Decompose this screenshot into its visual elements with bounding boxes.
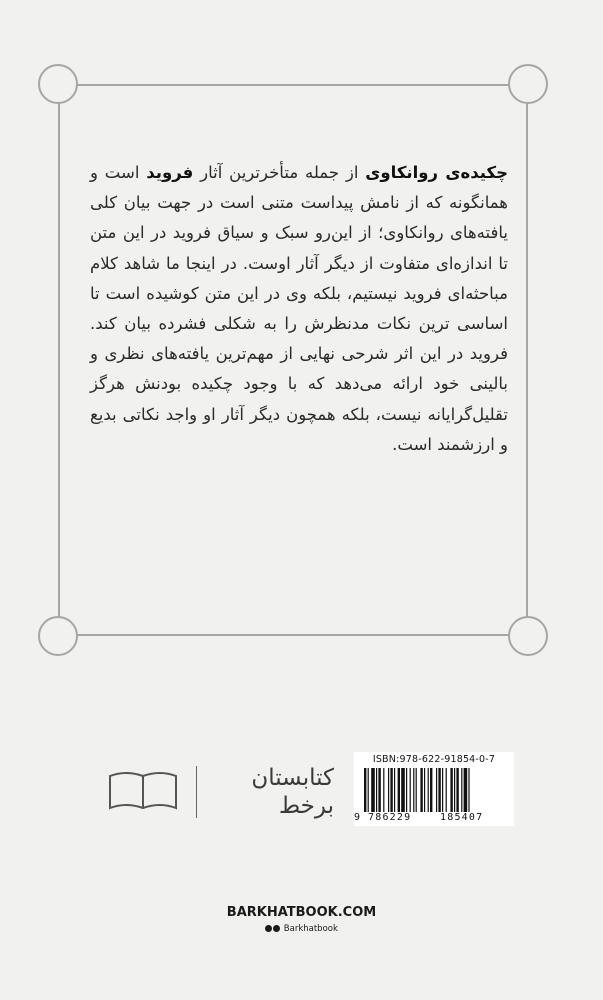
instagram-icon [265, 925, 272, 932]
logo-line-2: برخط [278, 793, 334, 819]
barcode-bar [383, 768, 384, 812]
barcode-bar [446, 768, 447, 812]
barcode-bar [424, 768, 425, 812]
barcode-bar [450, 768, 452, 812]
telegram-icon [273, 925, 280, 932]
open-book-icon [108, 768, 178, 810]
barcode-bar [401, 768, 405, 812]
logo-line-1: کتابستان [251, 765, 334, 791]
book-title-bold: چکیده‌ی روانکاوی [365, 163, 508, 182]
isbn-barcode [354, 752, 514, 826]
barcode-bar [371, 768, 375, 812]
blurb-part1: از جمله متأخرترین آثار [193, 163, 366, 182]
frame-corner-notch [38, 64, 78, 104]
barcode-bar [364, 768, 366, 812]
social-line [0, 924, 603, 934]
blurb-part2: است و همانگونه که از نامش پیداست متنی است در جهت بیان کلی یافته‌های روانکاوی؛ از این‌رو سبک و سیاق فروید در این متن تا اندازه‌ای متفاوت از دیگر آثار اوست. در اینجا ما شاهد کلام مباحثه‌ای فروید نیستیم، بلکه وی در این متن کوشیده است تا اساسی ترین نکات مدنظرش را به شکلی فشرده بیان کند. فروید در این اثر شرحی نهایی از مهم‌ترین یافته‌های نظری و بالینی خود ارائه می‌دهد که با وجود چکیده بودنش هرگز تقلیل‌گرایانه نیست، بلکه همچون دیگر آثار او واجد نکاتی بدیع و ارزشمند است. [90, 163, 508, 454]
barcode-bar [398, 768, 400, 812]
social-handle: Barkhatbook [283, 924, 338, 934]
barcode-bar [436, 768, 437, 812]
barcode-bar [376, 768, 377, 812]
logo-separator [196, 766, 197, 818]
barcode-bar [464, 768, 468, 812]
barcode-bar [438, 768, 440, 812]
publisher-website: BARKHATBOOK.COM [226, 905, 377, 920]
frame-corner-notch [508, 64, 548, 104]
barcode-bar [413, 768, 414, 812]
frame-corner-notch [38, 616, 78, 656]
barcode-bar [468, 768, 469, 812]
barcode-bars [364, 768, 510, 812]
isbn-label: ISBN:978-622-91854-0-7 [372, 754, 496, 765]
barcode-digit-first: 9 [354, 812, 361, 823]
barcode-bar [420, 768, 422, 812]
barcode-bar [428, 768, 429, 812]
publisher-logo [108, 764, 338, 822]
barcode-bar [406, 768, 407, 812]
author-name-bold: فروید [146, 163, 194, 182]
barcode-digits-left: 786229 [368, 812, 412, 823]
barcode-bar [390, 768, 392, 812]
barcode-bar [388, 768, 389, 812]
barcode-digits-right: 185407 [440, 812, 484, 823]
barcode-bar [410, 768, 411, 812]
barcode-bar [394, 768, 395, 812]
barcode-bar [416, 768, 417, 812]
frame-corner-notch [508, 616, 548, 656]
barcode-bar [430, 768, 432, 812]
barcode-bar [461, 768, 462, 812]
barcode-bar [456, 768, 458, 812]
barcode-bar [454, 768, 455, 812]
logo-wordmark [204, 764, 334, 820]
barcode-bar [442, 768, 443, 812]
barcode-bar [378, 768, 380, 812]
back-cover-blurb [90, 158, 508, 460]
barcode-bar [368, 768, 369, 812]
